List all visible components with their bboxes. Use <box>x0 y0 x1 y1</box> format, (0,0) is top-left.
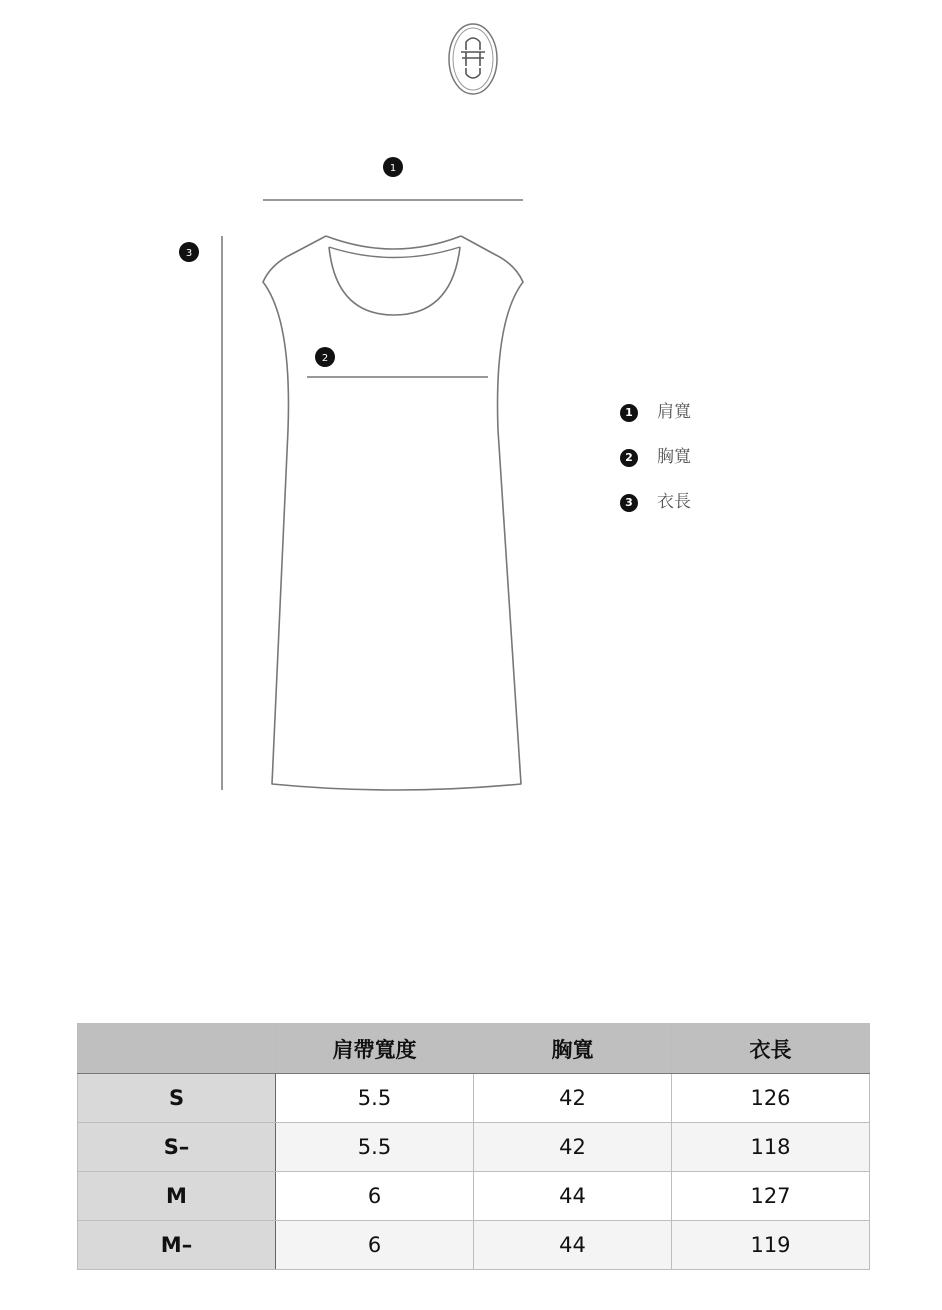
row-size: S– <box>78 1123 276 1172</box>
cell-value: 119 <box>672 1221 870 1270</box>
legend-label: 胸寬 <box>657 447 691 467</box>
legend-number: 3 <box>620 494 638 512</box>
dress-outline <box>263 236 523 790</box>
marker-chest <box>315 347 335 367</box>
legend-label: 肩寬 <box>657 402 691 422</box>
cell-value: 5.5 <box>276 1123 474 1172</box>
table-header-row <box>78 1024 870 1074</box>
marker-length-number: 3 <box>185 248 193 259</box>
cell-value: 44 <box>474 1221 672 1270</box>
cell-value: 42 <box>474 1123 672 1172</box>
cell-value: 127 <box>672 1172 870 1221</box>
marker-length <box>179 242 199 262</box>
row-size: M– <box>78 1221 276 1270</box>
size-table <box>77 1023 870 1270</box>
cell-value: 126 <box>672 1074 870 1123</box>
cell-value: 6 <box>276 1221 474 1270</box>
header-corner <box>78 1024 276 1074</box>
cell-value: 6 <box>276 1172 474 1221</box>
row-size: S <box>78 1074 276 1123</box>
legend-item-chest <box>620 449 800 494</box>
legend-number: 2 <box>620 449 638 467</box>
measurement-legend <box>620 404 800 539</box>
header-length: 衣長 <box>672 1024 870 1074</box>
cell-value: 5.5 <box>276 1074 474 1123</box>
header-strap-width: 肩帶寬度 <box>276 1024 474 1074</box>
cell-value: 118 <box>672 1123 870 1172</box>
marker-shoulder-number: 1 <box>389 163 397 174</box>
cell-value: 44 <box>474 1172 672 1221</box>
legend-number: 1 <box>620 404 638 422</box>
brand-logo <box>449 24 497 94</box>
table-row <box>78 1221 870 1270</box>
marker-shoulder <box>383 157 403 177</box>
cell-value: 42 <box>474 1074 672 1123</box>
header-chest-width: 胸寬 <box>474 1024 672 1074</box>
legend-item-length <box>620 494 800 539</box>
row-size: M <box>78 1172 276 1221</box>
legend-item-shoulder <box>620 404 800 449</box>
table-row <box>78 1123 870 1172</box>
table-row <box>78 1074 870 1123</box>
neckline-outer <box>326 236 461 249</box>
legend-label: 衣長 <box>657 492 691 512</box>
table-row <box>78 1172 870 1221</box>
marker-chest-number: 2 <box>321 353 329 364</box>
